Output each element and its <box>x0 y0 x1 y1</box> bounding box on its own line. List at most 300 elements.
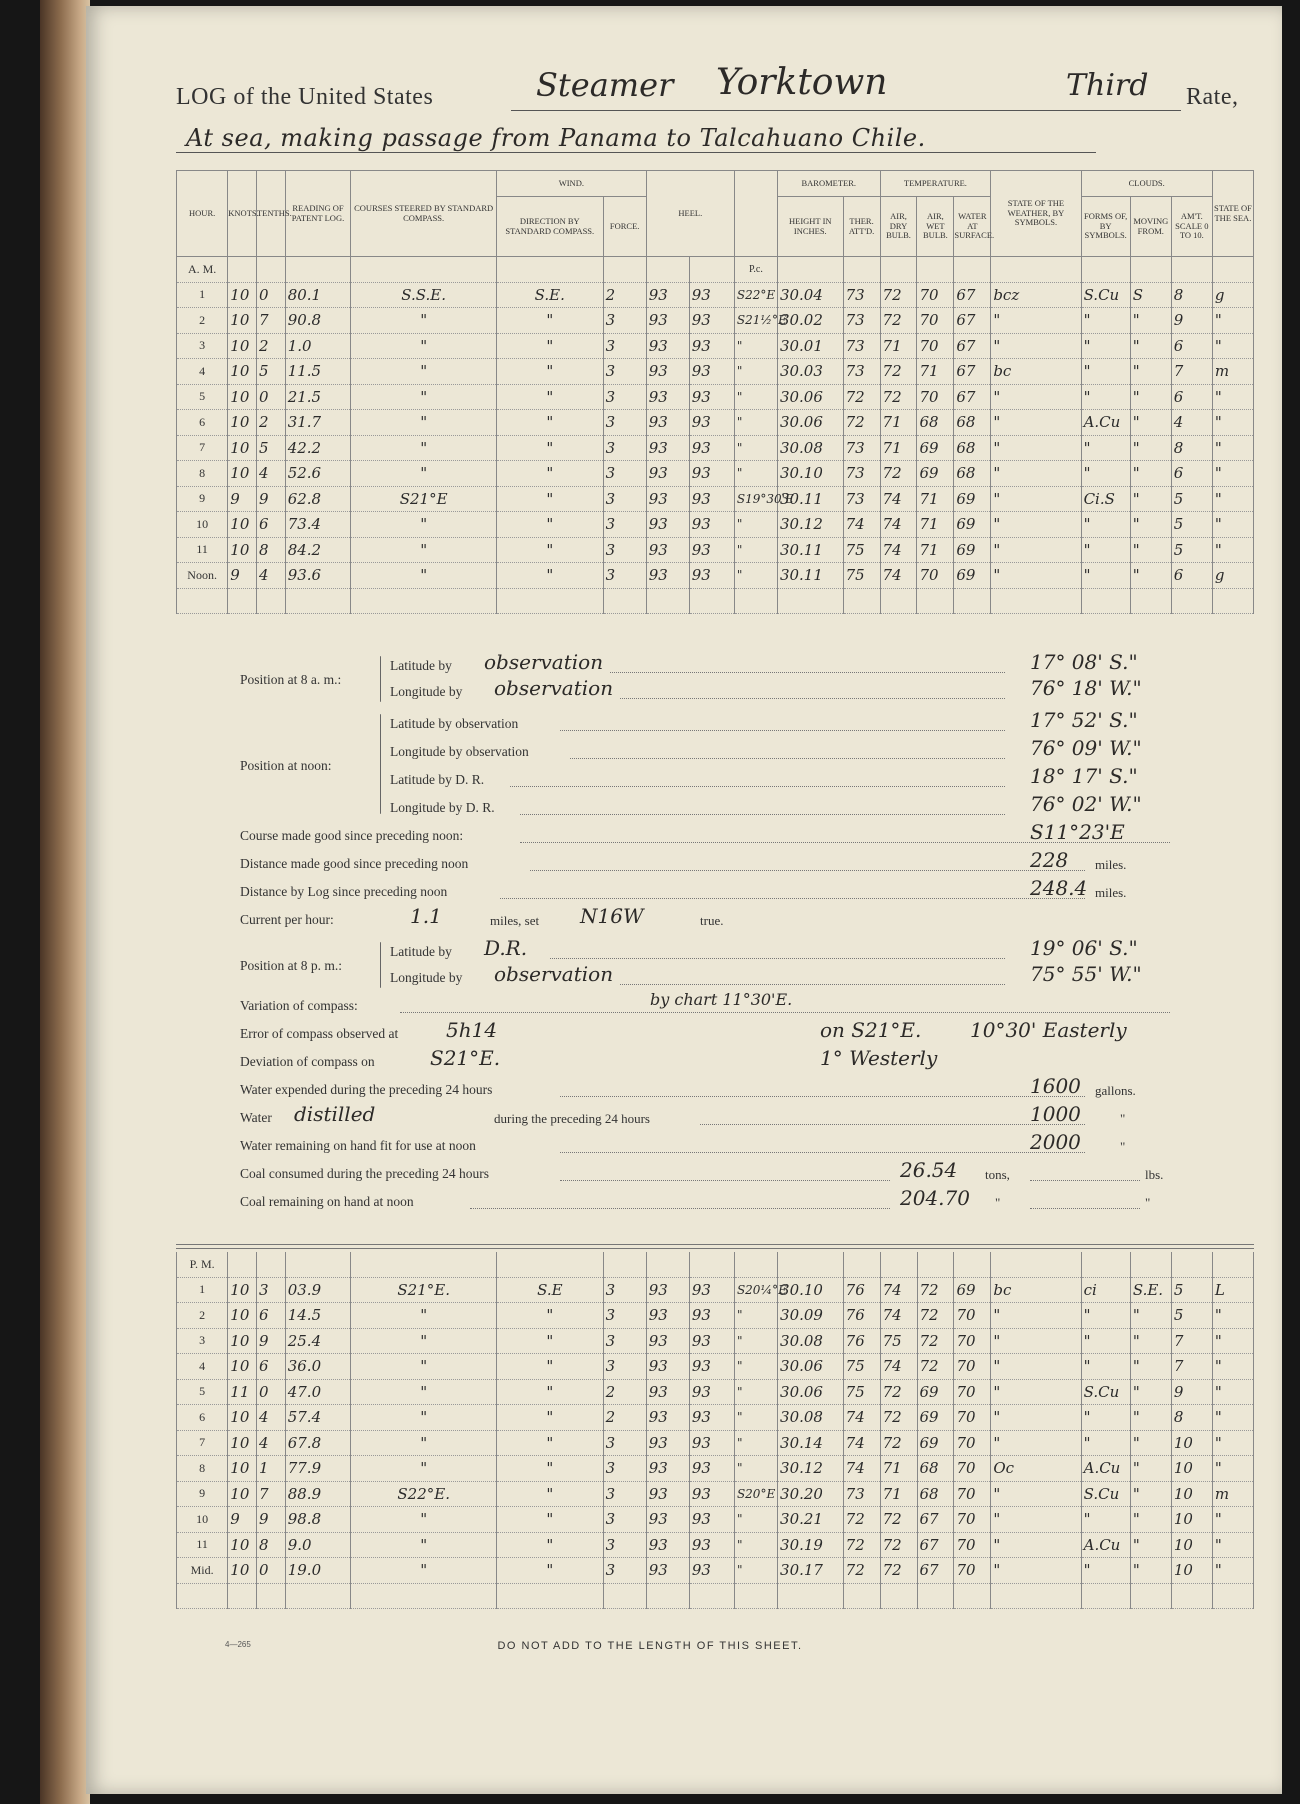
pm-log-row <box>177 1379 1254 1405</box>
pm-cell-amt: 10 <box>1171 1456 1212 1482</box>
am-cell-weather: bc <box>991 359 1081 385</box>
pm-cell-baro: 30.08 <box>778 1328 844 1354</box>
pm-cell-course: " <box>351 1328 497 1354</box>
am-cell-course: " <box>351 333 497 359</box>
pm-cell-heel2: 93 <box>689 1277 734 1303</box>
am-cell-tenths: 0 <box>256 384 285 410</box>
am-cell-force: 3 <box>603 308 646 334</box>
rate-label: Rate, <box>1186 84 1239 110</box>
pm-cell-dry: 71 <box>880 1456 917 1482</box>
am-cell-heel1: 93 <box>646 333 689 359</box>
am-cell-baro: 30.02 <box>777 308 843 334</box>
pm-cell-sea: " <box>1212 1405 1253 1431</box>
pm-cell-heel1: 93 <box>646 1481 689 1507</box>
am-cell-weather: " <box>991 461 1081 487</box>
pm-cell-moving: " <box>1130 1328 1171 1354</box>
pm-cell-amt: 8 <box>1171 1405 1212 1431</box>
am-cell-knots: 10 <box>228 410 257 436</box>
am-cell-ther: 75 <box>843 537 880 563</box>
pm-cell-force: 3 <box>603 1328 646 1354</box>
am-cell-force: 3 <box>603 435 646 461</box>
am-cell-moving: S <box>1130 282 1171 308</box>
course-label: Course made good since preceding noon: <box>240 828 464 843</box>
am-cell-sea: " <box>1212 384 1253 410</box>
pm-cell-heel1: 93 <box>646 1405 689 1431</box>
pm-cell-pc: S20°E <box>734 1481 777 1507</box>
pm-cell-sea: " <box>1212 1379 1253 1405</box>
current-set-label: miles, set <box>490 913 540 928</box>
am-cell-moving: " <box>1130 359 1171 385</box>
lat-8am-method: observation <box>484 650 604 674</box>
pm-cell-knots: 10 <box>228 1303 257 1329</box>
am-cell-heel1: 93 <box>646 563 689 589</box>
pm-cell-moving: " <box>1130 1354 1171 1380</box>
am-cell-water: 69 <box>954 563 991 589</box>
am-cell-sea: " <box>1212 308 1253 334</box>
pm-cell-log: 25.4 <box>285 1328 351 1354</box>
am-cell-dry: 72 <box>880 461 917 487</box>
am-cell-sea: " <box>1212 486 1253 512</box>
pm-cell-hour: 9 <box>177 1481 228 1507</box>
pm-cell-knots: 10 <box>228 1481 257 1507</box>
am-cell-amt: 7 <box>1171 359 1212 385</box>
pm-cell-moving: " <box>1130 1430 1171 1456</box>
am-cell-heel1: 93 <box>646 537 689 563</box>
am-cell-water: 67 <box>954 282 991 308</box>
lon-noon-dr-label: Longitude by D. R. <box>390 800 495 815</box>
title-underline <box>511 110 1181 111</box>
pm-cell-baro: 30.06 <box>778 1379 844 1405</box>
pm-cell-moving: " <box>1130 1456 1171 1482</box>
am-cell-wind-dir: " <box>496 435 603 461</box>
water-rem-value: 2000 <box>1030 1130 1081 1154</box>
pm-cell-knots: 10 <box>228 1456 257 1482</box>
water-rem-line <box>240 1130 1250 1160</box>
am-cell-weather: " <box>991 563 1081 589</box>
pm-cell-pc: " <box>734 1507 777 1533</box>
pm-cell-pc: " <box>734 1456 777 1482</box>
am-cell-tenths: 2 <box>256 333 285 359</box>
pm-log-row <box>177 1481 1254 1507</box>
brace-8pm <box>380 942 381 988</box>
am-cell-baro: 30.03 <box>777 359 843 385</box>
pm-cell-force: 3 <box>603 1277 646 1303</box>
vessel-name: Yorktown <box>716 62 888 103</box>
current-set-value: N16W <box>580 904 644 928</box>
pm-cell-force: 3 <box>603 1430 646 1456</box>
lon-noon-obs-label: Longitude by observation <box>390 744 529 759</box>
pm-log-row <box>177 1354 1254 1380</box>
pm-cell-course: " <box>351 1456 497 1482</box>
pm-cell-wet: 69 <box>917 1430 954 1456</box>
distance-log-label: Distance by Log since preceding noon <box>240 884 448 899</box>
am-cell-sea: " <box>1212 435 1253 461</box>
am-cell-forms: " <box>1081 308 1130 334</box>
am-cell-heel2: 93 <box>689 461 734 487</box>
pm-label-row <box>177 1252 1254 1277</box>
pm-cell-force: 3 <box>603 1481 646 1507</box>
am-cell-hour: 6 <box>177 410 228 436</box>
col-baro-ther: THER. ATT'D. <box>843 197 880 257</box>
title-row <box>176 58 1256 110</box>
am-cell-heel2: 93 <box>689 333 734 359</box>
am-cell-knots: 10 <box>228 537 257 563</box>
coal-cons-lbs: lbs. <box>1145 1167 1164 1182</box>
pm-cell-amt: 5 <box>1171 1303 1212 1329</box>
am-cell-heel2: 93 <box>689 486 734 512</box>
am-cell-heel1: 93 <box>646 486 689 512</box>
pm-cell-wet: 67 <box>917 1507 954 1533</box>
lon-8pm-label: Longitude by <box>390 970 463 985</box>
distance-line <box>240 848 1250 878</box>
pm-cell-heel2: 93 <box>689 1328 734 1354</box>
am-cell-baro: 30.06 <box>777 410 843 436</box>
lat-noon-obs-value: 17° 52' S." <box>1030 708 1138 732</box>
pm-cell-ther: 76 <box>843 1277 880 1303</box>
water-rem-label: Water remaining on hand fit for use at noon <box>240 1138 476 1153</box>
lon-noon-obs-value: 76° 09' W." <box>1030 736 1142 760</box>
am-cell-baro: 30.11 <box>777 537 843 563</box>
pm-cell-baro: 30.19 <box>778 1532 844 1558</box>
pm-cell-wind-dir: " <box>497 1303 604 1329</box>
pm-cell-heel2: 93 <box>689 1558 734 1584</box>
printed-title: LOG of the United States <box>176 84 434 110</box>
pm-cell-ther: 75 <box>843 1379 880 1405</box>
am-log-row <box>177 333 1254 359</box>
pm-cell-moving: " <box>1130 1532 1171 1558</box>
am-cell-log: 90.8 <box>285 308 351 334</box>
pm-cell-moving: " <box>1130 1379 1171 1405</box>
pm-cell-force: 3 <box>603 1354 646 1380</box>
current-label: Current per hour: <box>240 912 334 927</box>
am-cell-amt: 8 <box>1171 435 1212 461</box>
am-cell-ther: 72 <box>843 384 880 410</box>
am-log-row <box>177 308 1254 334</box>
pm-cell-heel2: 93 <box>689 1507 734 1533</box>
water-method: distilled <box>294 1102 376 1126</box>
am-cell-sea: " <box>1212 410 1253 436</box>
coal-rem-value: 204.70 <box>900 1186 970 1210</box>
pm-cell-amt: 10 <box>1171 1558 1212 1584</box>
pm-cell-log: 98.8 <box>285 1507 351 1533</box>
am-cell-weather: " <box>991 308 1081 334</box>
deviation-value: 1° Westerly <box>820 1046 938 1070</box>
am-cell-tenths: 4 <box>256 563 285 589</box>
am-cell-course: " <box>351 512 497 538</box>
pm-cell-baro: 30.14 <box>778 1430 844 1456</box>
pm-cell-pc: " <box>734 1303 777 1329</box>
am-cell-pc: " <box>734 435 777 461</box>
am-cell-weather: " <box>991 333 1081 359</box>
am-cell-heel2: 93 <box>689 435 734 461</box>
am-cell-force: 2 <box>603 282 646 308</box>
pm-cell-knots: 9 <box>228 1507 257 1533</box>
am-cell-ther: 73 <box>843 333 880 359</box>
pm-cell-wet: 72 <box>917 1328 954 1354</box>
pm-cell-course: " <box>351 1354 497 1380</box>
pm-cell-forms: ci <box>1081 1277 1130 1303</box>
am-cell-heel1: 93 <box>646 359 689 385</box>
am-log-row <box>177 282 1254 308</box>
col-air-wet: AIR, WET BULB. <box>917 197 954 257</box>
am-cell-heel2: 93 <box>689 308 734 334</box>
error-on: on S21°E. <box>820 1018 922 1042</box>
am-cell-amt: 6 <box>1171 384 1212 410</box>
pm-cell-forms: " <box>1081 1354 1130 1380</box>
pm-cell-hour: 1 <box>177 1277 228 1303</box>
pm-cell-course: " <box>351 1430 497 1456</box>
am-cell-dry: 74 <box>880 563 917 589</box>
variation-label: Variation of compass: <box>240 998 358 1013</box>
am-log-row <box>177 410 1254 436</box>
pm-cell-wet: 72 <box>917 1303 954 1329</box>
am-cell-force: 3 <box>603 563 646 589</box>
pm-cell-log: 67.8 <box>285 1430 351 1456</box>
am-cell-amt: 5 <box>1171 486 1212 512</box>
pm-cell-ther: 72 <box>843 1558 880 1584</box>
am-cell-force: 3 <box>603 333 646 359</box>
am-cell-pc: " <box>734 563 777 589</box>
am-label: A. M. <box>177 257 228 283</box>
am-cell-amt: 6 <box>1171 333 1212 359</box>
am-cell-dry: 71 <box>880 410 917 436</box>
pm-cell-heel2: 93 <box>689 1379 734 1405</box>
am-cell-log: 73.4 <box>285 512 351 538</box>
am-cell-forms: S.Cu <box>1081 282 1130 308</box>
pm-cell-dry: 72 <box>880 1430 917 1456</box>
col-clouds: CLOUDS. <box>1081 171 1212 197</box>
am-cell-hour: 9 <box>177 486 228 512</box>
am-cell-heel2: 93 <box>689 384 734 410</box>
pm-cell-tenths: 4 <box>257 1405 286 1431</box>
pm-cell-amt: 7 <box>1171 1354 1212 1380</box>
am-cell-moving: " <box>1130 333 1171 359</box>
distance-label: Distance made good since preceding noon <box>240 856 469 871</box>
am-cell-log: 52.6 <box>285 461 351 487</box>
pm-cell-dry: 72 <box>880 1507 917 1533</box>
pm-cell-weather: Oc <box>991 1456 1081 1482</box>
pm-cell-heel2: 93 <box>689 1481 734 1507</box>
pm-cell-ther: 76 <box>843 1303 880 1329</box>
pm-log-row <box>177 1430 1254 1456</box>
pm-cell-sea: " <box>1212 1430 1253 1456</box>
pm-cell-dry: 74 <box>880 1277 917 1303</box>
am-cell-forms: " <box>1081 359 1130 385</box>
am-cell-moving: " <box>1130 384 1171 410</box>
am-cell-heel1: 93 <box>646 461 689 487</box>
col-blank <box>734 171 777 257</box>
pm-cell-wet: 69 <box>917 1379 954 1405</box>
pm-cell-force: 3 <box>603 1303 646 1329</box>
am-cell-amt: 5 <box>1171 537 1212 563</box>
pm-cell-wet: 72 <box>917 1277 954 1303</box>
pm-cell-wet: 69 <box>917 1405 954 1431</box>
am-cell-dry: 72 <box>880 384 917 410</box>
pm-cell-dry: 75 <box>880 1328 917 1354</box>
pm-cell-force: 2 <box>603 1405 646 1431</box>
am-cell-amt: 5 <box>1171 512 1212 538</box>
pm-cell-knots: 11 <box>228 1379 257 1405</box>
col-heel: HEEL. <box>646 171 734 257</box>
section-rule <box>176 1244 1254 1245</box>
am-cell-heel2: 93 <box>689 537 734 563</box>
pm-cell-heel1: 93 <box>646 1532 689 1558</box>
coal-rem-ditto: " <box>995 1195 1001 1210</box>
am-cell-course: " <box>351 537 497 563</box>
col-knots: KNOTS. <box>228 171 257 257</box>
form-number: 4—265 <box>225 1640 251 1649</box>
pm-log-row <box>177 1303 1254 1329</box>
pm-cell-moving: " <box>1130 1303 1171 1329</box>
pm-cell-pc: " <box>734 1532 777 1558</box>
error-value: 10°30' Easterly <box>970 1018 1127 1042</box>
col-barometer: BAROMETER. <box>777 171 880 197</box>
am-cell-course: " <box>351 461 497 487</box>
pm-cell-pc: " <box>734 1430 777 1456</box>
pm-log-row <box>177 1507 1254 1533</box>
lon-8am-method: observation <box>494 676 614 700</box>
am-cell-baro: 30.08 <box>777 435 843 461</box>
pm-cell-tenths: 0 <box>257 1379 286 1405</box>
pm-cell-weather: bc <box>991 1277 1081 1303</box>
am-cell-wind-dir: " <box>496 384 603 410</box>
am-cell-hour: 10 <box>177 512 228 538</box>
lat-8am-value: 17° 08' S." <box>1030 650 1138 674</box>
pm-cell-hour: 10 <box>177 1507 228 1533</box>
col-hour: HOUR. <box>177 171 228 257</box>
pm-cell-forms: S.Cu <box>1081 1379 1130 1405</box>
am-cell-log: 31.7 <box>285 410 351 436</box>
am-log-row <box>177 486 1254 512</box>
pm-cell-hour: 4 <box>177 1354 228 1380</box>
am-cell-wind-dir: " <box>496 563 603 589</box>
pm-cell-forms: A.Cu <box>1081 1456 1130 1482</box>
am-cell-wet: 68 <box>917 410 954 436</box>
vessel-rate: Third <box>1066 68 1149 103</box>
pm-cell-forms: " <box>1081 1558 1130 1584</box>
pm-cell-pc: " <box>734 1558 777 1584</box>
pm-cell-baro: 30.10 <box>778 1277 844 1303</box>
am-cell-sea: " <box>1212 512 1253 538</box>
current-true-label: true. <box>700 913 724 928</box>
lat-noon-obs-label: Latitude by observation <box>390 716 519 731</box>
am-cell-amt: 8 <box>1171 282 1212 308</box>
am-cell-knots: 9 <box>228 486 257 512</box>
pm-cell-water: 70 <box>954 1328 991 1354</box>
coal-rem-label: Coal remaining on hand at noon <box>240 1194 414 1209</box>
footer-notice: DO NOT ADD TO THE LENGTH OF THIS SHEET. <box>497 1640 803 1652</box>
lat-8pm-value: 19° 06' S." <box>1030 936 1138 960</box>
current-line <box>240 904 1250 934</box>
am-cell-force: 3 <box>603 486 646 512</box>
pm-cell-wind-dir: " <box>497 1481 604 1507</box>
am-cell-tenths: 5 <box>256 359 285 385</box>
pos-8am-label: Position at 8 a. m.: <box>240 672 342 687</box>
am-cell-heel2: 93 <box>689 410 734 436</box>
col-weather: STATE OF THE WEATHER, BY SYMBOLS. <box>991 171 1081 257</box>
am-cell-hour: 7 <box>177 435 228 461</box>
coal-cons-label: Coal consumed during the preceding 24 hours <box>240 1166 489 1181</box>
pm-cell-wet: 72 <box>917 1354 954 1380</box>
am-cell-heel1: 93 <box>646 308 689 334</box>
pm-cell-ther: 74 <box>843 1430 880 1456</box>
am-cell-forms: A.Cu <box>1081 410 1130 436</box>
pm-cell-tenths: 1 <box>257 1456 286 1482</box>
am-log-table <box>176 170 1254 614</box>
pm-log-table <box>176 1252 1254 1609</box>
pm-cell-tenths: 9 <box>257 1328 286 1354</box>
pm-log-row <box>177 1532 1254 1558</box>
pm-cell-sea: " <box>1212 1303 1253 1329</box>
log-header <box>176 54 1256 164</box>
distance-log-unit: miles. <box>1095 885 1127 900</box>
am-cell-wind-dir: " <box>496 359 603 385</box>
am-cell-dry: 74 <box>880 537 917 563</box>
pm-cell-dry: 72 <box>880 1558 917 1584</box>
pm-cell-knots: 10 <box>228 1558 257 1584</box>
position-section <box>176 652 1254 1232</box>
pm-cell-forms: S.Cu <box>1081 1481 1130 1507</box>
am-cell-heel1: 93 <box>646 512 689 538</box>
lon-noon-obs-line <box>390 736 1250 766</box>
col-tenths: TENTHS. <box>256 171 285 257</box>
noon-label: Position at noon: <box>240 758 332 773</box>
water-label: Water <box>240 1110 272 1125</box>
coal-cons-value: 26.54 <box>900 1158 958 1182</box>
am-cell-sea: g <box>1212 563 1253 589</box>
am-cell-dry: 74 <box>880 486 917 512</box>
pm-cell-heel2: 93 <box>689 1456 734 1482</box>
col-patent-log: READING OF PATENT LOG. <box>285 171 351 257</box>
am-cell-sea: g <box>1212 282 1253 308</box>
brace-8am <box>380 656 381 702</box>
col-wind-direction: DIRECTION BY STANDARD COMPASS. <box>496 197 603 257</box>
am-cell-ther: 73 <box>843 461 880 487</box>
am-cell-tenths: 2 <box>256 410 285 436</box>
am-cell-log: 62.8 <box>285 486 351 512</box>
am-cell-weather: bcz <box>991 282 1081 308</box>
water-dist-label: during the preceding 24 hours <box>494 1111 650 1126</box>
am-cell-wind-dir: S.E. <box>496 282 603 308</box>
am-cell-ther: 73 <box>843 282 880 308</box>
am-cell-course: S21°E <box>351 486 497 512</box>
pm-cell-force: 3 <box>603 1456 646 1482</box>
am-cell-log: 11.5 <box>285 359 351 385</box>
pm-cell-course: " <box>351 1405 497 1431</box>
pm-cell-wind-dir: S.E <box>497 1277 604 1303</box>
water-dist-ditto: " <box>1120 1111 1126 1126</box>
pm-cell-log: 03.9 <box>285 1277 351 1303</box>
pm-cell-baro: 30.20 <box>778 1481 844 1507</box>
pm-cell-hour: Mid. <box>177 1558 228 1584</box>
pm-cell-pc: " <box>734 1328 777 1354</box>
am-cell-amt: 9 <box>1171 308 1212 334</box>
am-cell-hour: 1 <box>177 282 228 308</box>
pm-cell-log: 88.9 <box>285 1481 351 1507</box>
pm-cell-amt: 10 <box>1171 1507 1212 1533</box>
pm-cell-water: 70 <box>954 1354 991 1380</box>
am-cell-wet: 71 <box>917 359 954 385</box>
distance-unit: miles. <box>1095 857 1127 872</box>
am-cell-hour: 11 <box>177 537 228 563</box>
pm-cell-heel1: 93 <box>646 1507 689 1533</box>
am-log-row <box>177 537 1254 563</box>
pm-cell-baro: 30.17 <box>778 1558 844 1584</box>
coal-rem-line <box>240 1186 1250 1216</box>
pm-cell-wind-dir: " <box>497 1354 604 1380</box>
col-temperature: TEMPERATURE. <box>880 171 991 197</box>
pm-log-row <box>177 1456 1254 1482</box>
